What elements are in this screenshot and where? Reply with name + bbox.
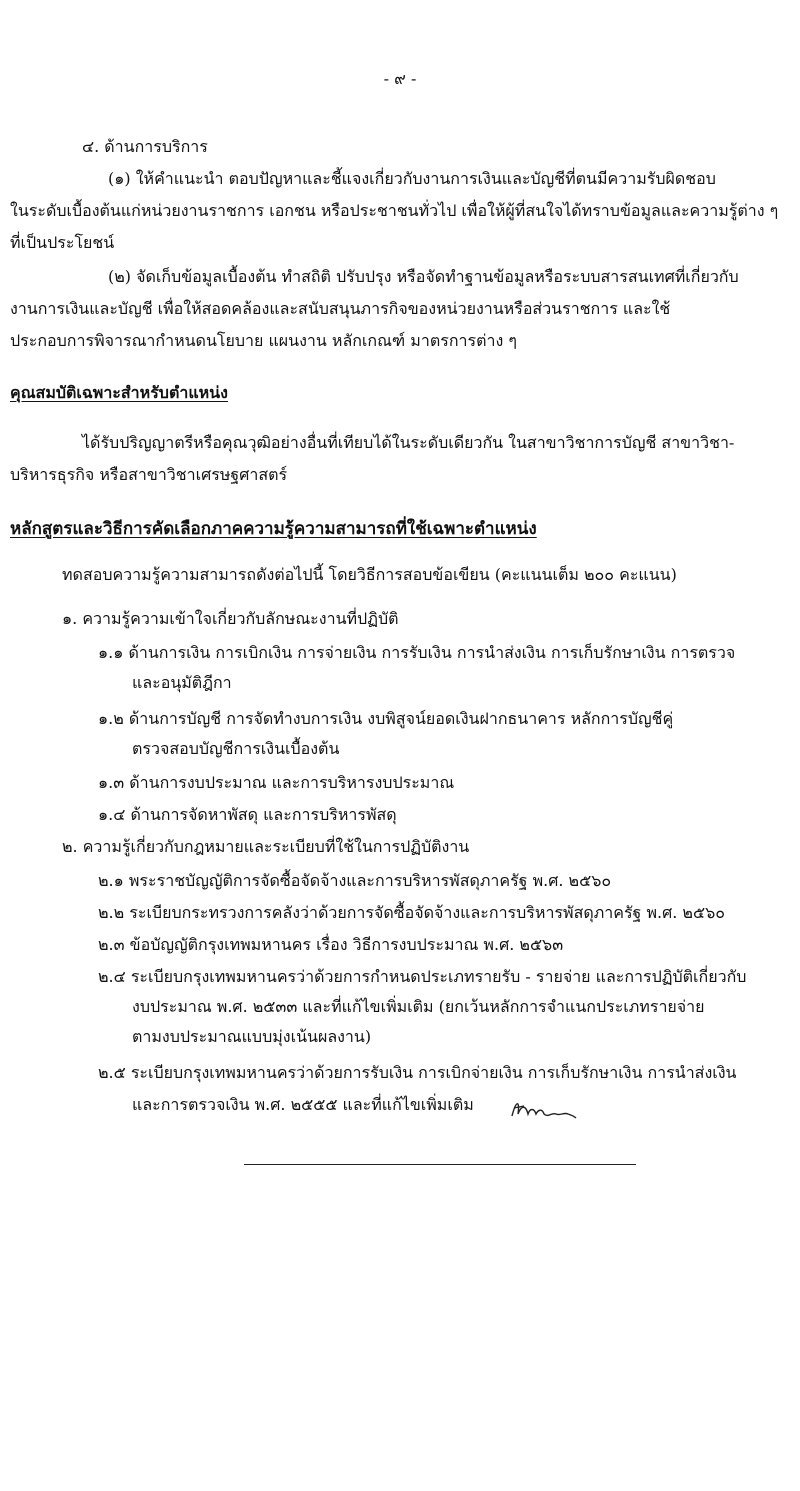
service-item2-line1: (๒) จัดเก็บข้อมูลเบื้องต้น ทำสถิติ ปรับปรุง หรือจัดทำฐานข้อมูลหรือระบบสารสนเทศที่เกี่ยวกับ bbox=[108, 267, 739, 286]
topic2-4-line1: ๒.๔ ระเบียบกรุงเทพมหานครว่าด้วยการกำหนดประเภทรายรับ - รายจ่าย และการปฏิบัติเกี่ยวกับ bbox=[98, 967, 747, 986]
topic1-4: ๑.๔ ด้านการจัดหาพัสดุ และการบริหารพัสดุ bbox=[98, 805, 397, 824]
qualification-line2: บริหารธุรกิจ หรือสาขาวิชาเศรษฐศาสตร์ bbox=[10, 465, 288, 484]
service-heading: ๔. ด้านการบริการ bbox=[82, 137, 208, 156]
topic1-3: ๑.๓ ด้านการงบประมาณ และการบริหารงบประมาณ bbox=[98, 773, 455, 792]
topic2-4-line2: งบประมาณ พ.ศ. ๒๕๓๓ และที่แก้ไขเพิ่มเติม (ยกเว้นหลักการจำแนกประเภทรายจ่าย bbox=[132, 997, 705, 1016]
signature-icon bbox=[508, 1094, 578, 1124]
service-item2-line3: ประกอบการพิจารณากำหนดนโยบาย แผนงาน หลักเกณฑ์ มาตรการต่าง ๆ bbox=[10, 331, 517, 350]
topic1-1-line2: และอนุมัติฎีกา bbox=[132, 673, 232, 692]
topic1-2-line1: ๑.๒ ด้านการบัญชี การจัดทำงบการเงิน งบพิสูจน์ยอดเงินฝากธนาคาร หลักการบัญชีคู่ bbox=[98, 709, 674, 728]
topic1-1-line1: ๑.๑ ด้านการเงิน การเบิกเงิน การจ่ายเงิน การรับเงิน การนำส่งเงิน การเก็บรักษาเงิน การตรวจ bbox=[98, 643, 736, 662]
topic2-2: ๒.๒ ระเบียบกระทรวงการคลังว่าด้วยการจัดซื้อจัดจ้างและการบริหารพัสดุภาครัฐ พ.ศ. ๒๕๖๐ bbox=[98, 903, 725, 922]
topic2-title: ๒. ความรู้เกี่ยวกับกฎหมายและระเบียบที่ใช้ในการปฏิบัติงาน bbox=[62, 837, 470, 856]
service-item1-line3: ที่เป็นประโยชน์ bbox=[10, 233, 115, 252]
curriculum-intro: ทดสอบความรู้ความสามารถดังต่อไปนี้ โดยวิธีการสอบข้อเขียน (คะแนนเต็ม ๒๐๐ คะแนน) bbox=[62, 565, 677, 584]
page-number: - ๙ - bbox=[383, 69, 417, 88]
topic1-title: ๑. ความรู้ความเข้าใจเกี่ยวกับลักษณะงานที่ปฏิบัติ bbox=[62, 609, 399, 628]
service-item2-line2: งานการเงินและบัญชี เพื่อให้สอดคล้องและสนับสนุนภารกิจของหน่วยงานหรือส่วนราชการ และใช้ bbox=[10, 299, 671, 318]
service-item1-line1: (๑) ให้คำแนะนำ ตอบปัญหาและชี้แจงเกี่ยวกับงานการเงินและบัญชีที่ตนมีความรับผิดชอบ bbox=[108, 169, 716, 188]
topic2-4-line3: ตามงบประมาณแบบมุ่งเน้นผลงาน) bbox=[132, 1027, 372, 1046]
qualification-line1: ได้รับปริญญาตรีหรือคุณวุฒิอย่างอื่นที่เทียบได้ในระดับเดียวกัน ในสาขาวิชาการบัญชี สาขาวิชา- bbox=[82, 433, 735, 452]
topic2-5-line1: ๒.๕ ระเบียบกรุงเทพมหานครว่าด้วยการรับเงิน การเบิกจ่ายเงิน การเก็บรักษาเงิน การนำส่งเงิน bbox=[98, 1063, 737, 1082]
topic2-5-line2: และการตรวจเงิน พ.ศ. ๒๕๕๕ และที่แก้ไขเพิ่มเติม bbox=[132, 1095, 474, 1114]
closing-rule bbox=[244, 1164, 636, 1165]
topic1-2-line2: ตรวจสอบบัญชีการเงินเบื้องต้น bbox=[132, 739, 340, 758]
service-item1-line2: ในระดับเบื้องต้นแก่หน่วยงานราชการ เอกชน หรือประชาชนทั่วไป เพื่อให้ผู้ที่สนใจได้ทราบข้อมูลและความรู้ต่าง ๆ bbox=[10, 201, 779, 220]
curriculum-heading: หลักสูตรและวิธีการคัดเลือกภาคความรู้ความสามารถที่ใช้เฉพาะตำแหน่ง bbox=[10, 519, 537, 539]
topic2-1: ๒.๑ พระราชบัญญัติการจัดซื้อจัดจ้างและการบริหารพัสดุภาครัฐ พ.ศ. ๒๕๖๐ bbox=[98, 871, 612, 890]
topic2-3: ๒.๓ ข้อบัญญัติกรุงเทพมหานคร เรื่อง วิธีการงบประมาณ พ.ศ. ๒๕๖๓ bbox=[98, 935, 564, 954]
qualification-heading: คุณสมบัติเฉพาะสำหรับตำแหน่ง bbox=[10, 383, 228, 402]
